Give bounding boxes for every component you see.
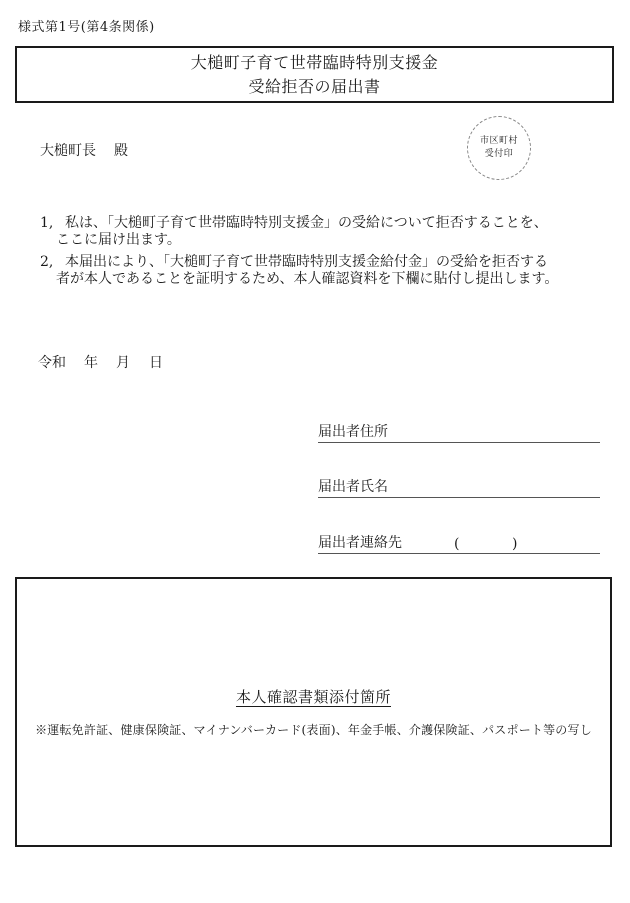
notice-item-1-line-1 (40, 215, 585, 232)
attachment-box-title: 本人確認書類添付箇所 (235, 688, 391, 706)
field-name-input-line[interactable] (408, 475, 600, 497)
field-contact-paren-open: ( (454, 536, 460, 552)
field-contact-paren-close: ) (512, 536, 518, 552)
addressee (40, 140, 128, 160)
attachment-box[interactable] (15, 577, 612, 847)
field-name-label: 届出者氏名 (318, 479, 388, 495)
document-title-line-2: 受給拒否の届出書 (248, 76, 381, 96)
notice-item-2-line-2: 者が本人であることを証明するため、本人確認資料を下欄に貼付し提出します。 (56, 270, 559, 287)
addressee-name: 大槌町長 (40, 143, 96, 159)
notice-list (40, 215, 585, 287)
notice-item-2 (40, 254, 585, 287)
field-contact (318, 531, 600, 554)
addressee-honorific: 殿 (114, 143, 128, 159)
field-contact-input-line[interactable] (408, 531, 600, 553)
date-era-label: 令和 (38, 355, 66, 371)
field-name (318, 475, 600, 498)
stamp-line-1: 市区町村 (479, 136, 518, 146)
date-line (38, 352, 163, 372)
date-day-label: 日 (149, 355, 163, 371)
notice-item-1-line-2: ここに届け出ます。 (56, 231, 181, 248)
document-title-line-1: 大槌町子育て世帯臨時特別支援金 (190, 52, 439, 72)
date-year-label: 年 (84, 355, 98, 371)
field-contact-label: 届出者連絡先 (318, 535, 402, 551)
field-address-label: 届出者住所 (318, 424, 388, 440)
notice-item-1 (40, 215, 585, 248)
notice-item-1-number: 1, (40, 215, 54, 231)
stamp-line-2: 受付印 (484, 149, 514, 159)
notice-item-2-line-1 (40, 254, 585, 271)
notice-item-2-number: 2, (40, 254, 54, 270)
notice-item-1-text: 私は、「大槌町子育て世帯臨時特別支援金」の受給について拒否することを、 (65, 215, 548, 231)
receipt-stamp-circle (467, 116, 531, 180)
date-month-label: 月 (116, 355, 130, 371)
attachment-box-note: ※運転免許証、健康保険証、マイナンバーカード(表面)、年金手帳、介護保険証、パスポート等の写し (35, 723, 592, 737)
field-address-input-line[interactable] (408, 420, 600, 442)
notice-item-2-text: 本届出により、「大槌町子育て世帯臨時特別支援金給付金」の受給を拒否する (65, 254, 548, 270)
form-number: 様式第1号(第4条関係) (18, 20, 155, 35)
title-box (15, 46, 614, 103)
field-address (318, 420, 600, 443)
